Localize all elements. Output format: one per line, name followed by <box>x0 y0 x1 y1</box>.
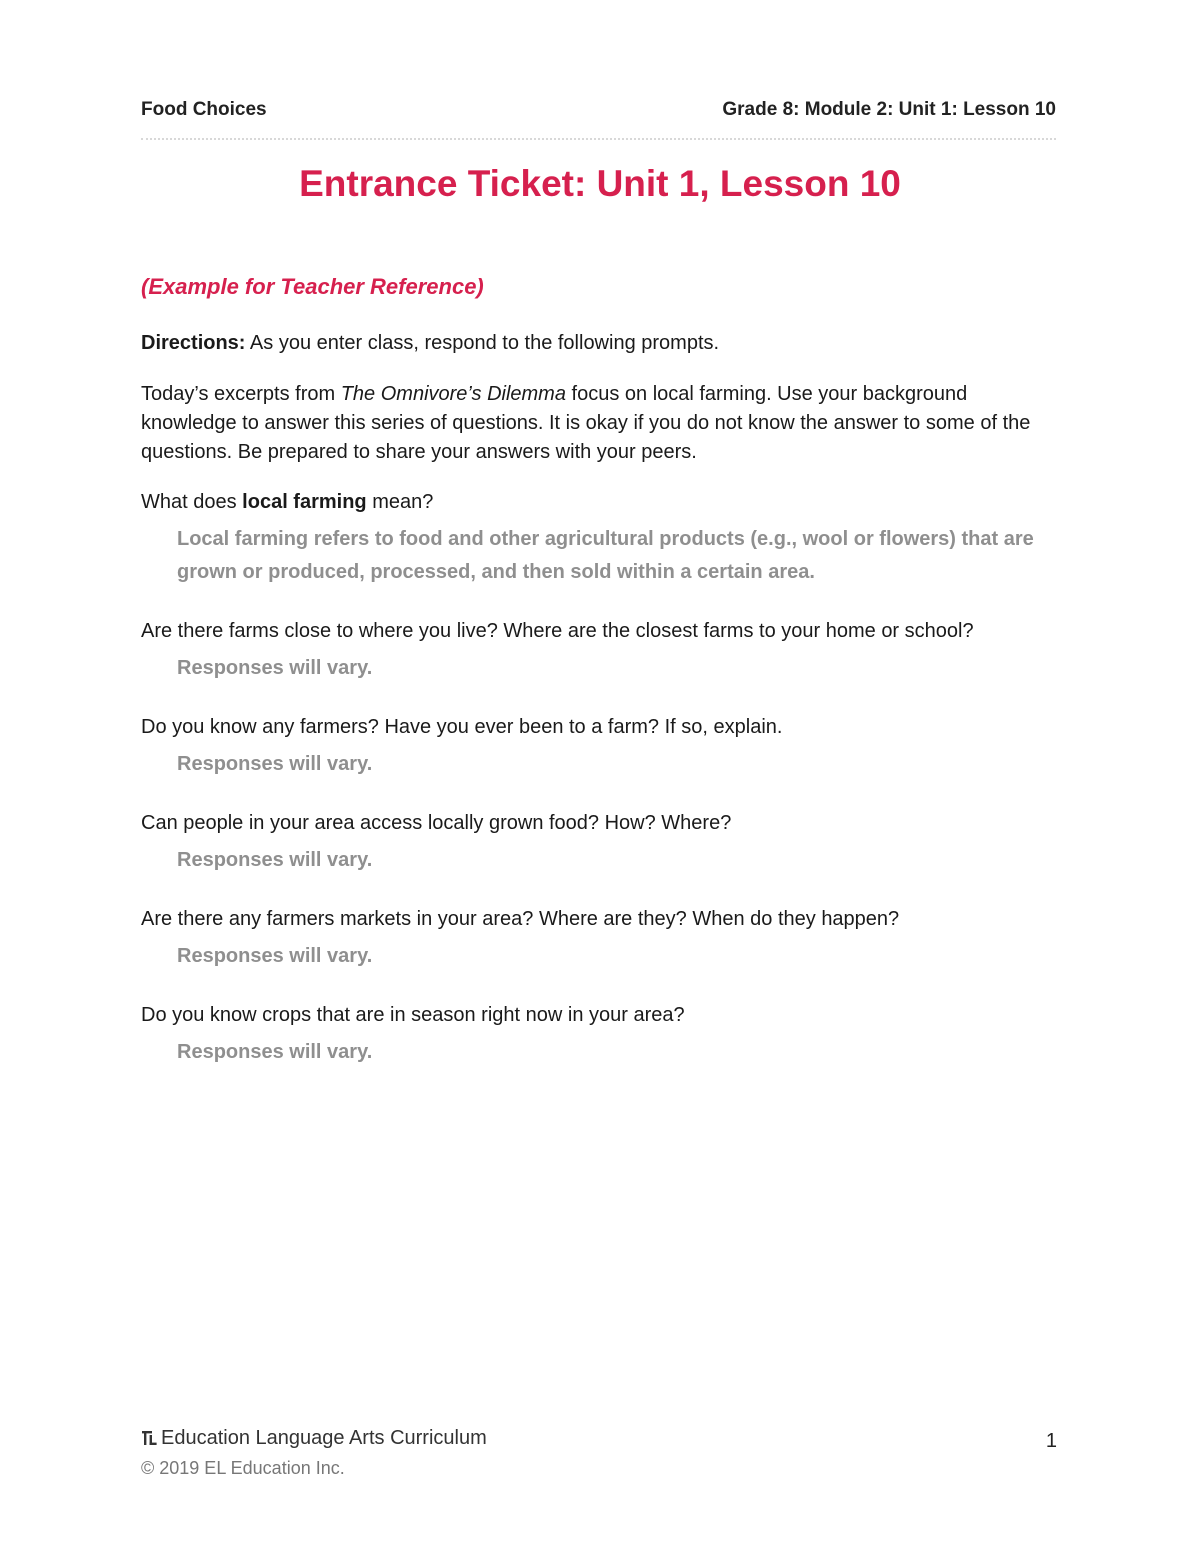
answer-6: Responses will vary. <box>177 1041 373 1063</box>
question-1-end: mean? <box>366 491 434 513</box>
book-title: The Omnivore’s Dilemma <box>340 383 566 405</box>
el-education-logo-icon <box>141 1429 159 1447</box>
page-number: 1 <box>1045 1430 1057 1452</box>
header-module-title: Food Choices <box>141 99 267 120</box>
question-1-start: What does <box>141 491 243 513</box>
header-divider <box>141 138 1056 140</box>
footer-brand <box>141 1424 487 1452</box>
page-title: Entrance Ticket: Unit 1, Lesson 10 <box>299 163 901 204</box>
question-3: Do you know any farmers? Have you ever been to a farm? If so, explain. <box>141 716 783 738</box>
header-lesson-id: Grade 8: Module 2: Unit 1: Lesson 10 <box>722 99 1056 120</box>
directions-text: As you enter class, respond to the following prompts. <box>245 332 720 354</box>
page-footer <box>141 1424 487 1479</box>
document-body <box>141 272 1050 1096</box>
footer-brand-text: Education Language Arts Curriculum <box>161 1426 487 1449</box>
answer-4: Responses will vary. <box>177 849 373 871</box>
answer-5: Responses will vary. <box>177 945 373 967</box>
page-header <box>141 96 1056 124</box>
answer-1: Local farming refers to food and other agricultural products (e.g., wool or flowers) that are grown or produced, processed, and then sold within a certain area. <box>177 528 1034 583</box>
answer-2: Responses will vary. <box>177 657 373 679</box>
answer-3: Responses will vary. <box>177 753 373 775</box>
copyright-notice: © 2019 EL Education Inc. <box>141 1458 345 1478</box>
question-5: Are there any farmers markets in your area? Where are they? When do they happen? <box>141 908 900 930</box>
question-2: Are there farms close to where you live? Where are the closest farms to your home or school? <box>141 620 974 642</box>
intro-text-start: Today’s excerpts from <box>141 383 341 405</box>
directions-paragraph <box>141 328 1050 358</box>
intro-text-end: focus on local farming. Use your background knowledge to answer this series of questions. It is okay if you do not know the answer to some of the questions. Be prepared to share your answers with your peers. <box>141 383 1031 463</box>
question-4: Can people in your area access locally grown food? How? Where? <box>141 812 732 834</box>
question-1 <box>141 487 1050 517</box>
question-6: Do you know crops that are in season right now in your area? <box>141 1004 685 1026</box>
question-1-term: local farming <box>242 491 367 513</box>
teacher-reference-note: (Example for Teacher Reference) <box>141 274 484 299</box>
directions-label: Directions: <box>141 332 246 354</box>
intro-paragraph <box>141 380 1050 467</box>
